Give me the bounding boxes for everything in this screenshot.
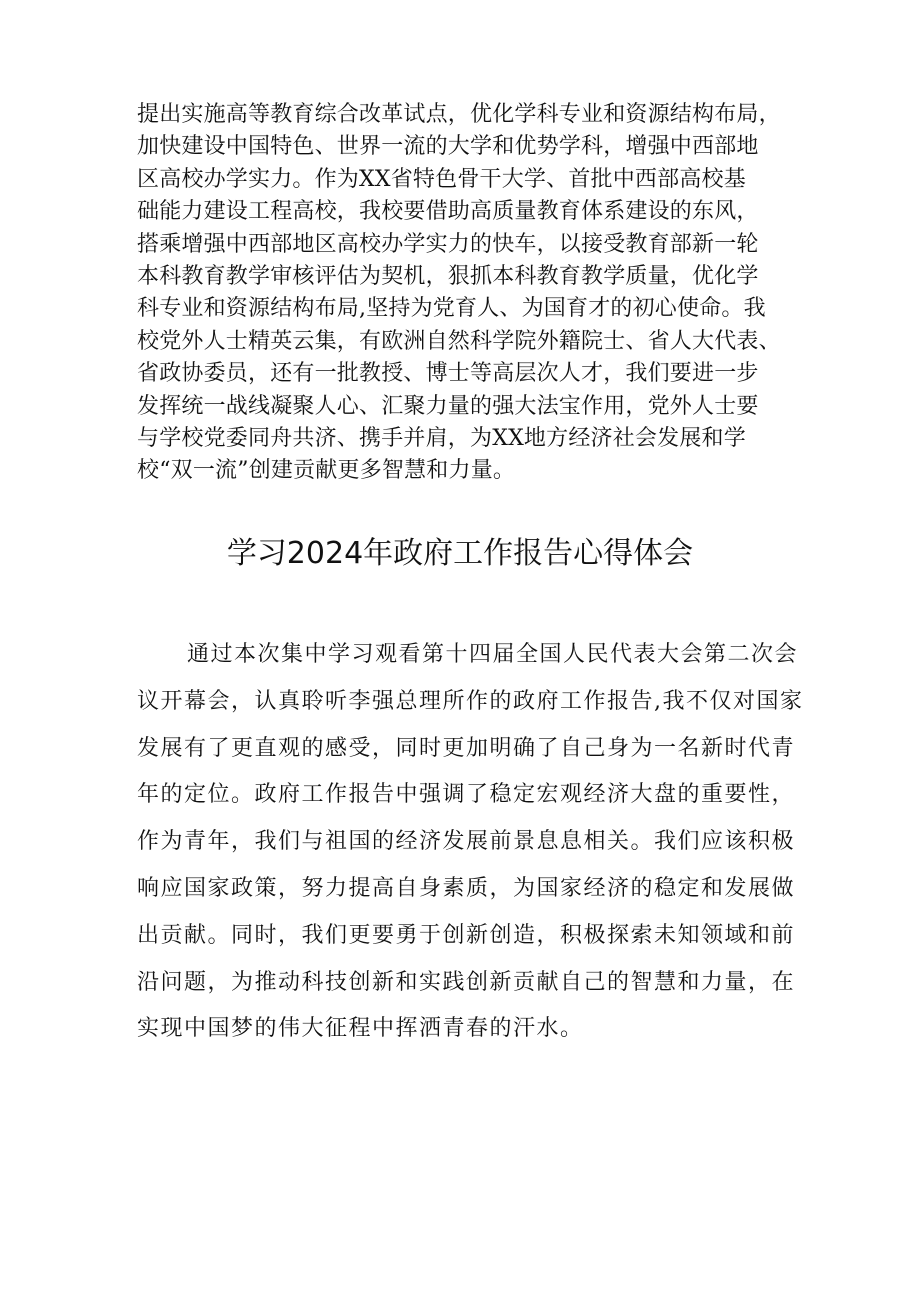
paragraph-line: 作为青年，我们与祖国的经济发展前景息息相关。我们应该积极 [137, 829, 796, 855]
paragraph-line: 实现中国梦的伟大征程中挥洒青春的汗水。 [137, 1016, 584, 1042]
paragraph-line: 与学校党委同舟共济、携手并肩，为XX地方经济社会发展和学 [137, 425, 746, 451]
paragraph-line: 校“双一流”创建贡献更多智慧和力量。 [137, 458, 516, 484]
paragraph-line: 通过本次集中学习观看第十四届全国人民代表大会第二次会 [187, 642, 799, 667]
paragraph-line: 校党外人士精英云集，有欧洲自然科学院外籍院士、省人大代表、 [137, 328, 781, 354]
page-title: 学习2024年政府工作报告心得体会 [226, 536, 694, 571]
paragraph-line: 科专业和资源结构布局,坚持为党育人、为国育才的初心使命。我 [137, 296, 766, 322]
paragraph-line: 提出实施高等教育综合改革试点，优化学科专业和资源结构布局， [137, 102, 781, 127]
paragraph-line: 发挥统一战线凝聚人心、汇聚力量的强大法宝作用，党外人士要 [137, 393, 759, 419]
paragraph-line: 年的定位。政府工作报告中强调了稳定宏观经济大盘的重要性， [137, 782, 796, 808]
paragraph-line: 议开幕会，认真聆听李强总理所作的政府工作报告,我不仅对国家 [137, 688, 804, 714]
paragraph-line: 发展有了更直观的感受，同时更加明确了自己身为一名新时代青 [137, 735, 796, 761]
paragraph-line: 省政协委员，还有一批教授、博士等高层次人才，我们要进一步 [137, 361, 759, 387]
continued-paragraph [137, 99, 817, 488]
paragraph-line: 出贡献。同时，我们更要勇于创新创造，积极探索未知领域和前 [137, 922, 796, 948]
paragraph-line: 响应国家政策，努力提高自身素质，为国家经济的稳定和发展做 [137, 875, 796, 901]
body-paragraph [137, 632, 817, 1053]
paragraph-line: 础能力建设工程高校，我校要借助高质量教育体系建设的东风， [137, 199, 759, 225]
paragraph-line: 区高校办学实力。作为XX省特色骨干大学、首批中西部高校基 [137, 166, 746, 192]
paragraph-line: 加快建设中国特色、世界一流的大学和优势学科，增强中西部地 [137, 134, 759, 160]
paragraph-line: 本科教育教学审核评估为契机，狠抓本科教育教学质量，优化学 [137, 263, 759, 289]
paragraph-line: 搭乘增强中西部地区高校办学实力的快车，以接受教育部新一轮 [137, 231, 759, 257]
paragraph-line: 沿问题，为推动科技创新和实践创新贡献自己的智慧和力量，在 [137, 969, 796, 995]
